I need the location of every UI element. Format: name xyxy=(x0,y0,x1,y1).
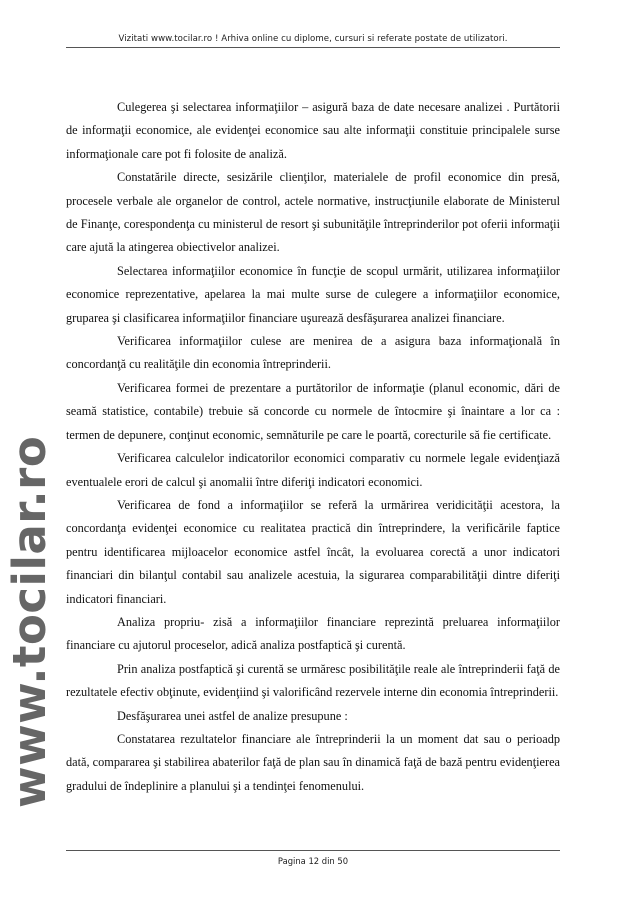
paragraph: Selectarea informaţiilor economice în funcţie de scopul urmărit, utilizarea informaţiilor economice reprezentative, apelarea la mai multe surse de culegere a informaţiilor economice, gruparea şi clasificarea informaţiilor financiare uşurează desfăşurarea analizei financiare. xyxy=(66,263,560,325)
paragraph: Constatările directe, sesizările clienţilor, materialele de profil economice din presă, procesele verbale ale organelor de control, actele normative, instrucţiunile elaborate de Ministerul de Finanţe, corespondenţa cu ministerul de resort şi subunităţile întreprinderilor pot oferii informaţii care ajută la atingerea obiectivelor analizei. xyxy=(66,170,560,255)
footer-divider xyxy=(66,850,560,851)
paragraph: Verificarea informaţiilor culese are menirea de a asigura baza informaţională în concordanţă cu realităţile din economia întreprinderii. xyxy=(66,334,560,372)
paragraph: Constatarea rezultatelor financiare ale întreprinderii la un moment dat sau o perioadp dată, compararea şi stabilirea abaterilor faţă de plan sau în dinamică faţă de bază pentru evidenţierea gradului de îndeplinire a planului şi a tendinţei fenomenului. xyxy=(66,731,560,793)
paragraph: Prin analiza postfaptică şi curentă se urmăresc posibilităţile reale ale întreprinderii faţă de rezultatele efectiv obţinute, evidenţiind şi valorificând rezervele interne din economia întreprinderii. xyxy=(66,661,560,700)
paragraph: Culegerea şi selectarea informaţiilor – asigură baza de date necesare analizei . Purtătorii de informaţii economice, ale evidenţei economice sau alte informaţii constituie principalele surse informaţionale care pot fi folosite de analiză. xyxy=(66,100,560,161)
paragraph: Verificarea de fond a informaţiilor se referă la urmărirea veridicităţii acestora, la concordanţa evidenţei economice cu realitatea practică din întreprindere, la verificările faptice pentru identificarea mijloacelor economice astfel încât, la evoluarea corectă a unor indicatori financiari din bilanţul contabil sau analizele acestuia, la sigurarea comparabilităţii dintre diferiţi indicatori financiari. xyxy=(66,497,560,606)
paragraph: Analiza propriu- zisă a informaţiilor financiare reprezintă preluarea informaţiilor financiare cu ajutorul proceselor, adică analiza postfaptică şi curentă. xyxy=(66,614,560,653)
header-divider xyxy=(66,47,560,48)
paragraph: Verificarea formei de prezentare a purtătorilor de informaţie (planul economic, dări de seamă statistice, contabile) trebuie să concorde cu normele de întocmire şi înaintare a lor ca : termen de depunere, conţinut economic, semnăturile pe care le poartă, corecturile să fie certificate. xyxy=(66,380,560,442)
paragraph: Desfăşurarea unei astfel de analize presupune : xyxy=(117,708,348,723)
paragraph: Verificarea calculelor indicatorilor economici comparativ cu normele legale evidenţiază eventualele erori de calcul şi anomalii între diferiţi indicatori economici. xyxy=(66,451,560,489)
page-number: Pagina 12 din 50 xyxy=(277,856,349,866)
document-body xyxy=(66,96,560,798)
site-watermark: www.tocilar.ro xyxy=(3,435,56,808)
site-notice-header: Vizitati www.tocilar.ro ! Arhiva online cu diplome, cursuri si referate postate de utilizatori. xyxy=(118,34,508,44)
